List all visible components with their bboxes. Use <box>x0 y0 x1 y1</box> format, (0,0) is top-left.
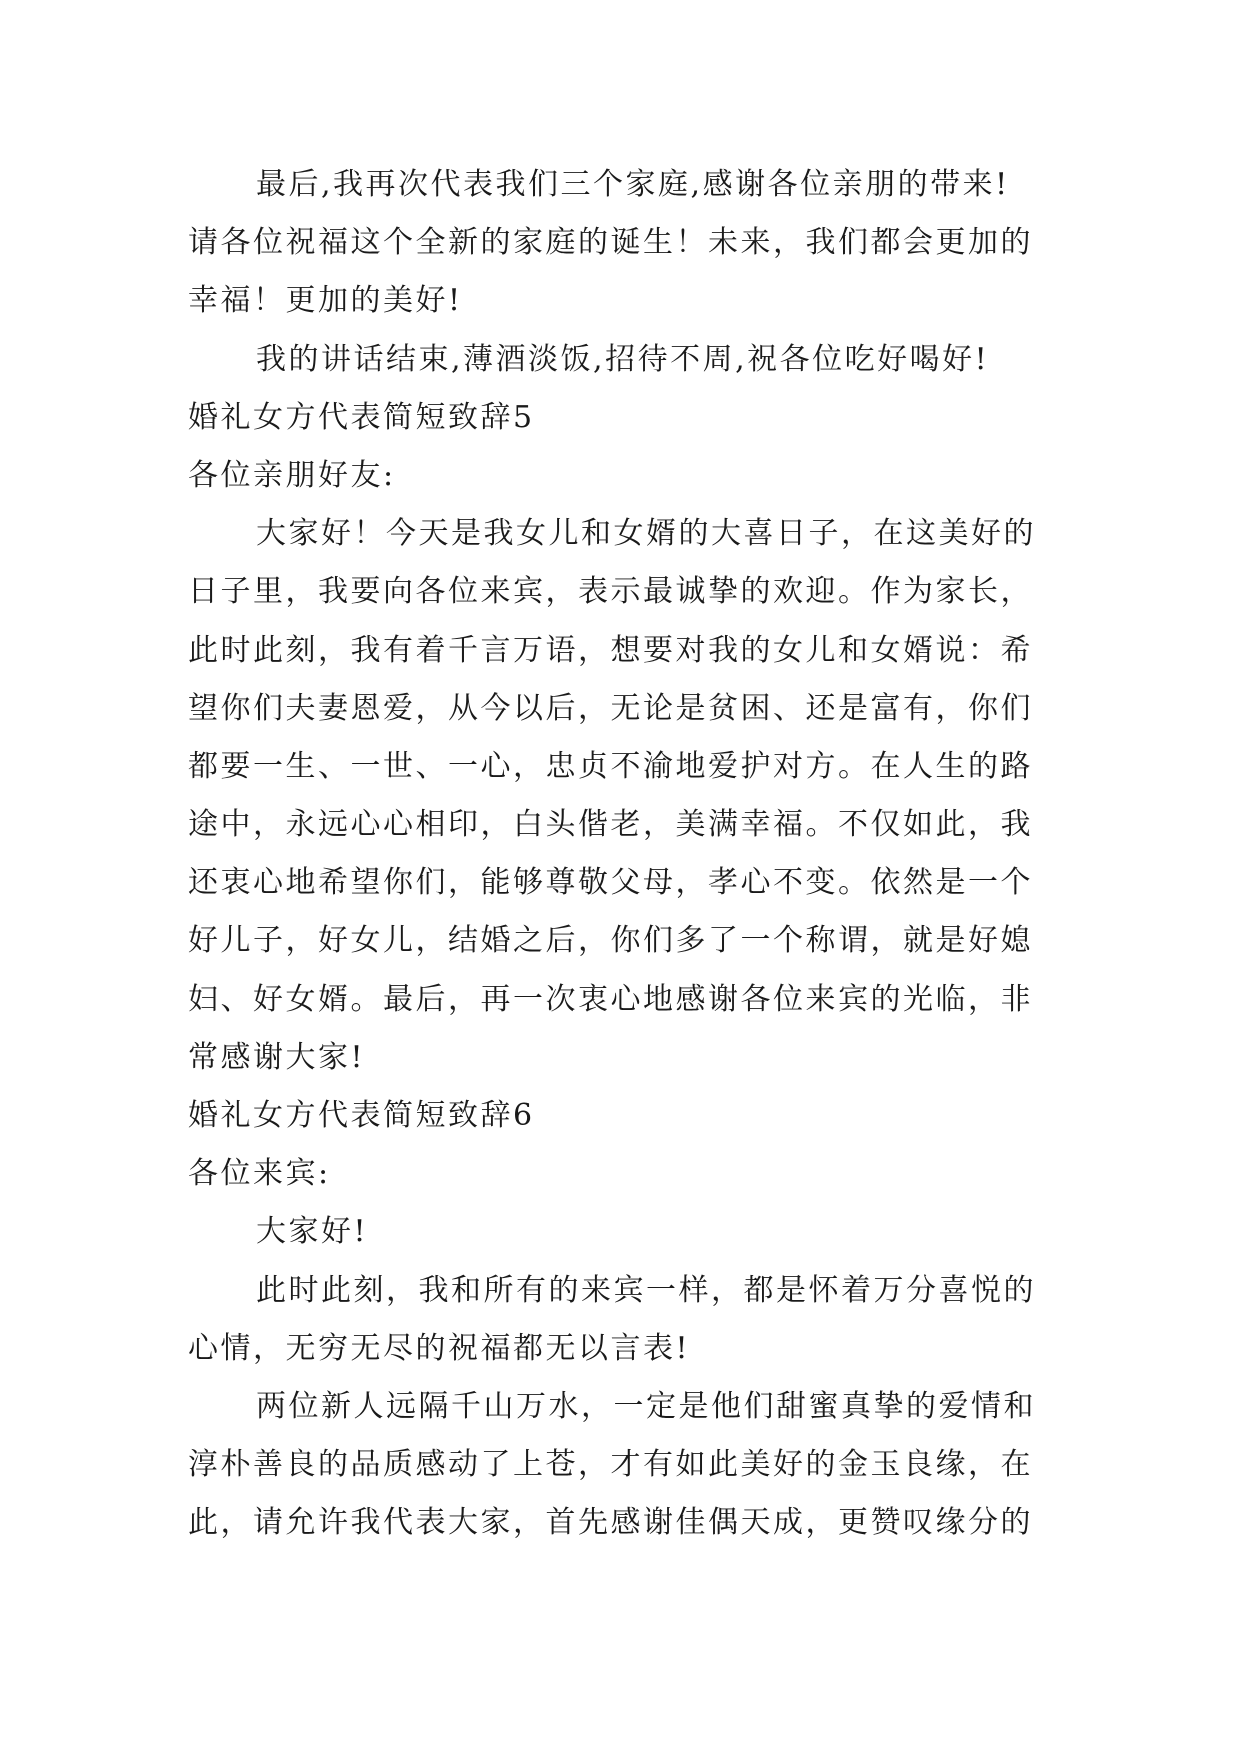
salutation: 各位来宾: <box>188 1156 331 1192</box>
section-heading: 婚礼女方代表简短致辞5 <box>188 399 535 435</box>
paragraph-line: 大家好! <box>256 1214 369 1250</box>
paragraph-line: 常感谢大家! <box>188 1039 366 1075</box>
paragraph-line: 幸福！更加的美好! <box>188 283 463 319</box>
paragraph-line: 此时此刻，我有着千言万语，想要对我的女儿和女婿说：希 <box>188 632 1033 668</box>
paragraph-line: 都要一生、一世、一心，忠贞不渝地爱护对方。在人生的路 <box>188 748 1033 784</box>
paragraph-line: 途中，永远心心相印，白头偕老，美满幸福。不仅如此，我 <box>188 807 1033 843</box>
paragraph-line: 妇、好女婿。最后，再一次衷心地感谢各位来宾的光临，非 <box>188 981 1033 1017</box>
paragraph-line: 淳朴善良的品质感动了上苍，才有如此美好的金玉良缘，在 <box>188 1447 1033 1483</box>
paragraph-line: 此，请允许我代表大家，首先感谢佳偶天成，更赞叹缘分的 <box>188 1505 1033 1541</box>
paragraph-line: 我的讲话结束,薄酒淡饭,招待不周,祝各位吃好喝好! <box>256 341 990 377</box>
section-heading: 婚礼女方代表简短致辞6 <box>188 1098 535 1133</box>
paragraph-line: 最后,我再次代表我们三个家庭,感谢各位亲朋的带来! <box>256 167 1010 202</box>
paragraph-line: 心情，无穷无尽的祝福都无以言表! <box>188 1330 691 1366</box>
paragraph-line: 此时此刻，我和所有的来宾一样，都是怀着万分喜悦的 <box>256 1272 1036 1308</box>
paragraph-line: 望你们夫妻恩爱，从今以后，无论是贫困、还是富有，你们 <box>188 690 1033 726</box>
paragraph-line: 请各位祝福这个全新的家庭的诞生！未来，我们都会更加的 <box>188 225 1033 261</box>
salutation: 各位亲朋好友: <box>188 457 396 493</box>
document-body <box>188 156 1068 1553</box>
paragraph-line: 好儿子，好女儿，结婚之后，你们多了一个称谓，就是好媳 <box>188 923 1033 959</box>
paragraph-line: 两位新人远隔千山万水，一定是他们甜蜜真挚的爱情和 <box>256 1388 1036 1424</box>
paragraph-line: 日子里，我要向各位来宾，表示最诚挚的欢迎。作为家长， <box>188 574 1033 610</box>
paragraph-line: 还衷心地希望你们，能够尊敬父母，孝心不变。依然是一个 <box>188 865 1033 901</box>
paragraph-line: 大家好！今天是我女儿和女婿的大喜日子，在这美好的 <box>256 516 1036 552</box>
